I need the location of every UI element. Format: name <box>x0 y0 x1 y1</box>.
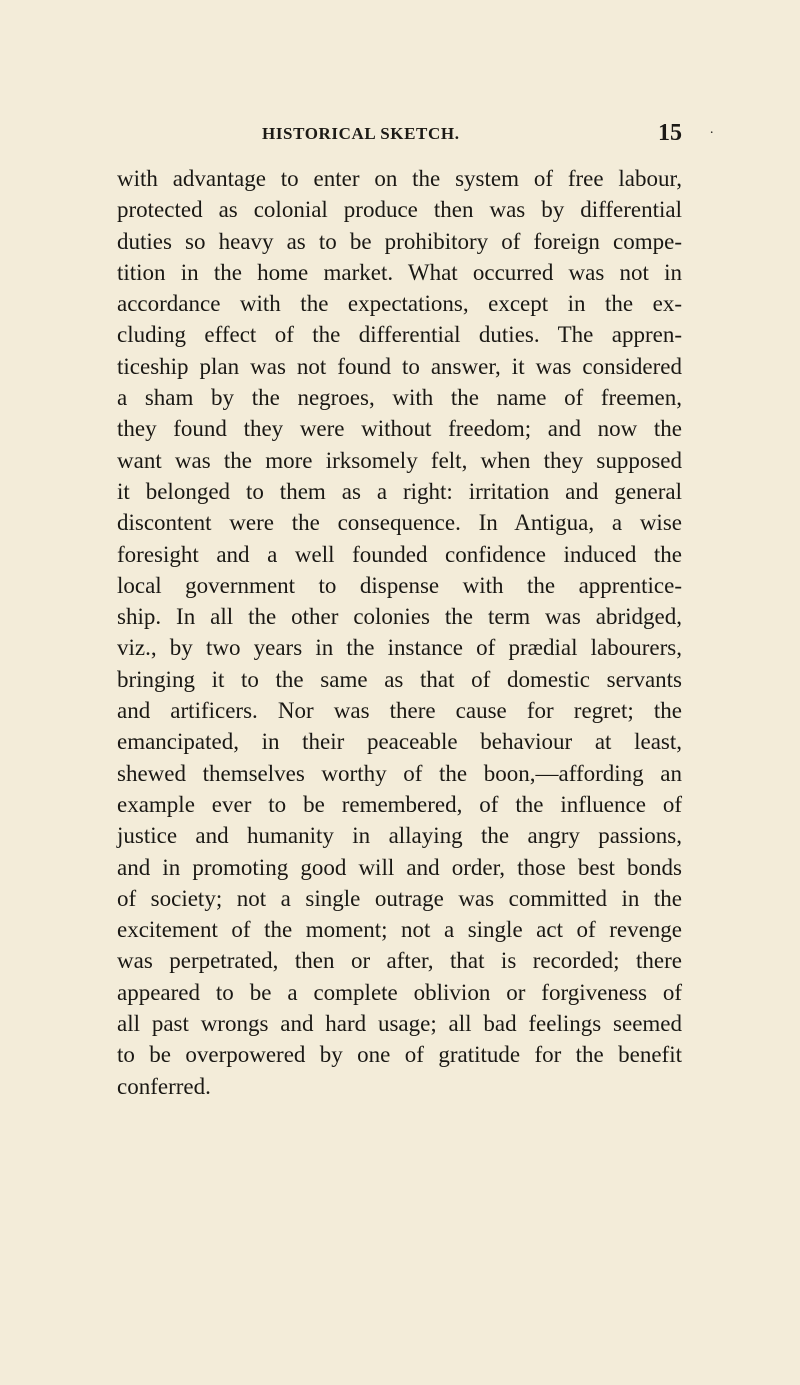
running-head-title: HISTORICAL SKETCH. <box>262 124 460 143</box>
text-line: example ever to be remembered, of the influence of <box>117 791 682 817</box>
text-line: bringing it to the same as that of domestic servants <box>117 666 682 692</box>
text-line: with advantage to enter on the system of free labour, <box>117 166 682 191</box>
running-head <box>112 120 714 150</box>
text-line: of society; not a single outrage was committed in the <box>117 885 682 911</box>
text-line: and in promoting good will and order, those best bonds <box>117 854 682 880</box>
text-line: discontent were the consequence. In Antigua, a wise <box>117 510 682 536</box>
text-line: emancipated, in their peaceable behaviour at least, <box>117 729 682 755</box>
text-line: a sham by the negroes, with the name of freemen, <box>117 385 682 411</box>
text-line: they found they were without freedom; and now the <box>117 416 682 442</box>
text-line: shewed themselves worthy of the boon,—affording an <box>117 760 682 786</box>
text-line: was perpetrated, then or after, that is recorded; there <box>117 948 682 974</box>
text-line: accordance with the expectations, except in the ex- <box>117 291 682 317</box>
text-line: and artificers. Nor was there cause for regret; the <box>117 698 682 724</box>
text-line: duties so heavy as to be prohibitory of foreign compe- <box>117 228 682 254</box>
text-line: protected as colonial produce then was by differential <box>117 197 682 223</box>
text-line: appeared to be a complete oblivion or forgiveness of <box>117 979 682 1005</box>
text-line: to be overpowered by one of gratitude for the benefit <box>117 1042 682 1068</box>
text-line: justice and humanity in allaying the angry passions, <box>117 823 682 849</box>
text-line: cluding effect of the differential duties. The appren- <box>117 322 682 348</box>
text-line: all past wrongs and hard usage; all bad feelings seemed <box>117 1011 682 1037</box>
text-line: viz., by two years in the instance of prædial labourers, <box>117 635 682 661</box>
margin-mark: · <box>709 126 714 141</box>
text-line: foresight and a well founded confidence induced the <box>117 541 682 567</box>
text-line: ticeship plan was not found to answer, it was considered <box>117 353 682 379</box>
text-line: excitement of the moment; not a single act of revenge <box>117 917 682 943</box>
body-text <box>117 163 682 1102</box>
page-number: 15 <box>658 120 682 146</box>
text-line: tition in the home market. What occurred was not in <box>117 259 682 285</box>
text-line: it belonged to them as a right: irritation and general <box>117 478 682 504</box>
text-line: local government to dispense with the apprentice- <box>117 572 682 598</box>
text-line: want was the more irksomely felt, when they supposed <box>117 447 682 473</box>
text-line: ship. In all the other colonies the term was abridged, <box>117 604 682 630</box>
text-line-last: conferred. <box>117 1073 211 1099</box>
